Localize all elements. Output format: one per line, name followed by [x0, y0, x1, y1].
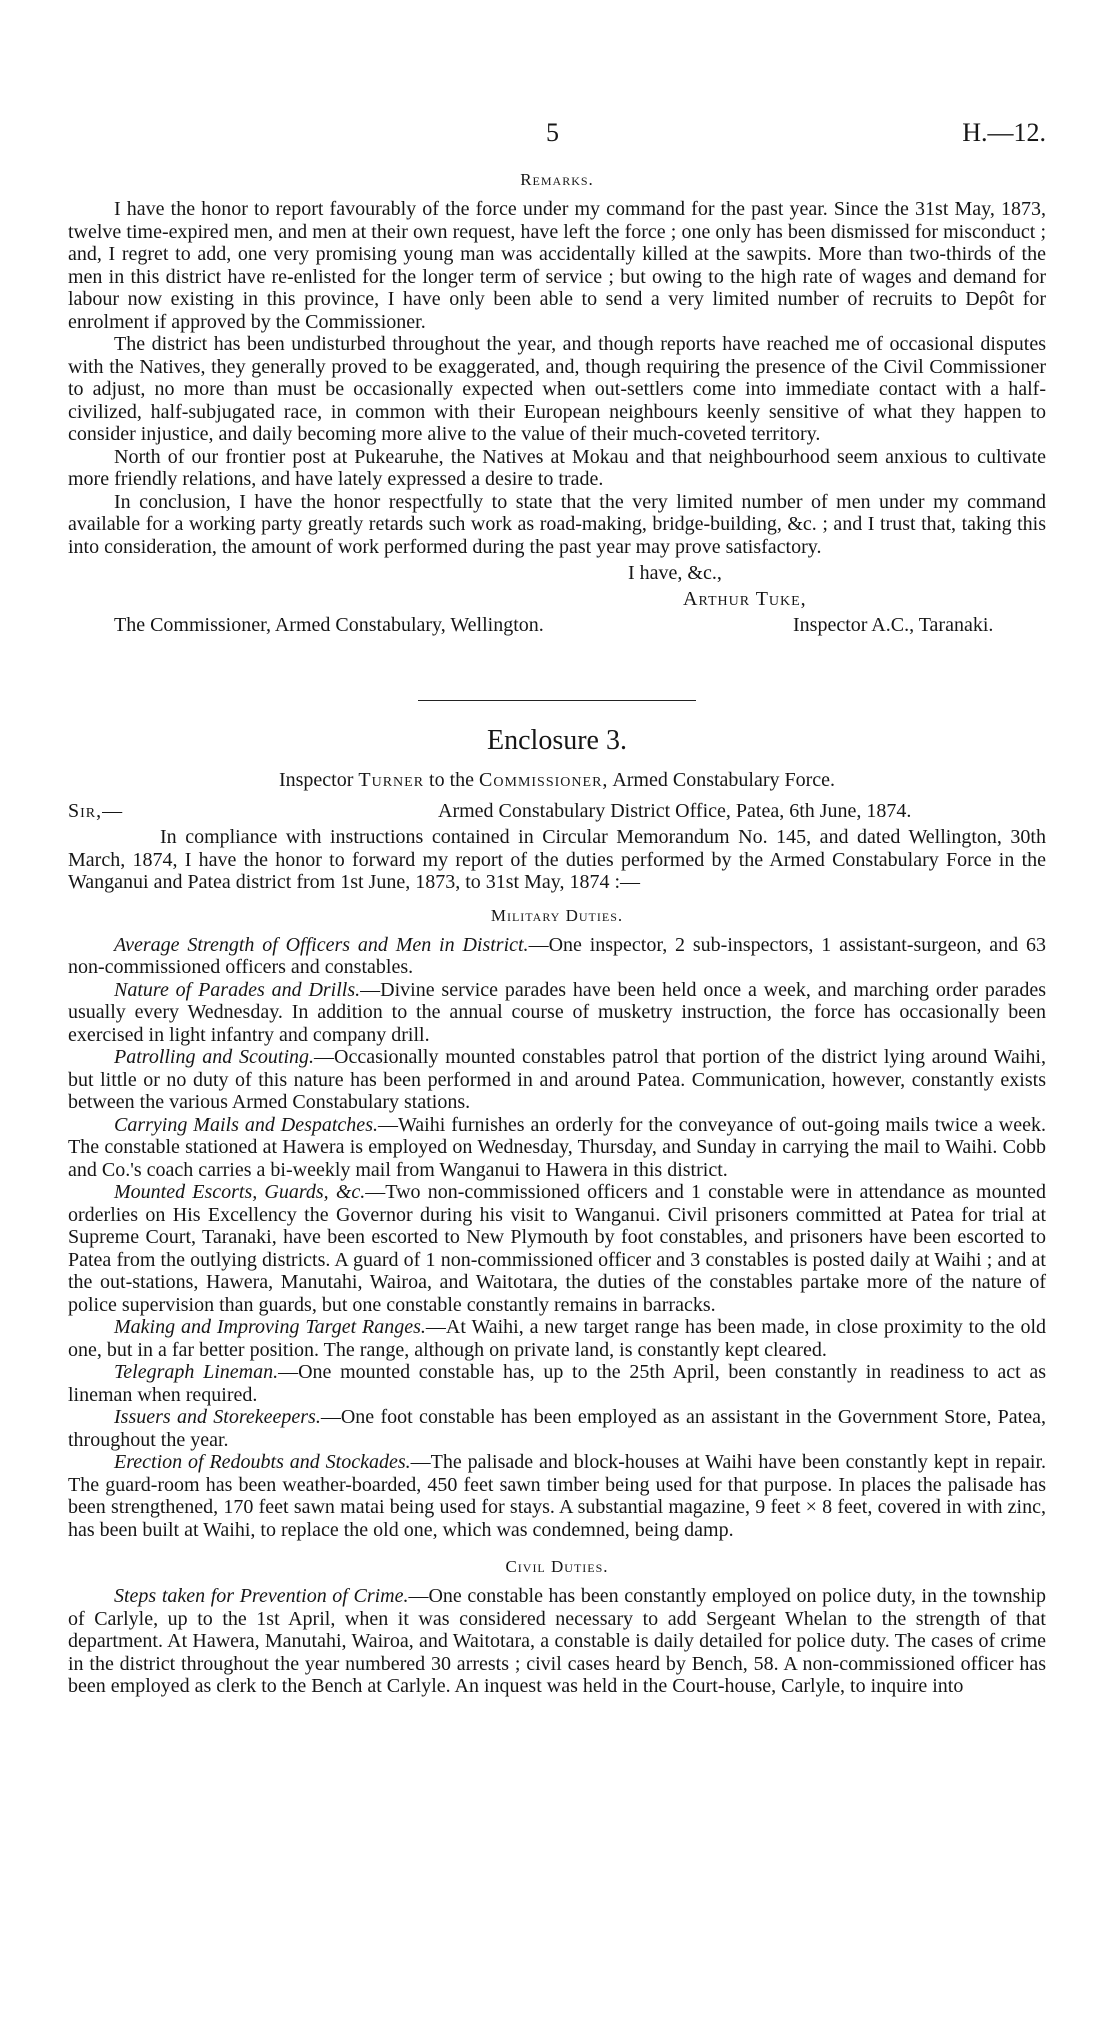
remarks-paragraph: The district has been undisturbed throughout the year, and though reports have reached me of occasional disputes with the Natives, they generally proved to be exaggerated, and, though requiring the presence of the Civil Commissioner to adjust, no more than must be occasionally expected when out-settlers come into immediate contact with a half-civilized, half-subjugated race, in common with their European neighbours keenly sensitive of what they happen to consider injustice, and daily becoming more alive to the value of their much-coveted territory. — [68, 333, 1046, 445]
document-reference: H.—12. — [962, 118, 1046, 147]
remarks-paragraph: North of our frontier post at Pukearuhe, the Natives at Mokau and that neighbourhood seem anxious to cultivate more friendly relations, and have lately expressed a desire to trade. — [68, 445, 1046, 490]
section-divider — [418, 700, 696, 701]
item-text: —At Waihi, a new target range has been made, in close proximity to the old one, but in a far better position. The range, although on private land, is constantly kept cleared. — [68, 1316, 1047, 1361]
item-text: —One mounted constable has, up to the 25th April, been constantly in readiness to act as lineman when required. — [68, 1361, 1046, 1406]
military-duties-heading: Military Duties. — [490, 905, 624, 925]
military-duty-item — [68, 1046, 1046, 1114]
subtitle-mid: to the — [429, 769, 475, 791]
item-title: Patrolling and Scouting. — [114, 1046, 315, 1068]
military-duty-item — [68, 979, 1046, 1047]
intro-paragraph: In compliance with instructions contained in Circular Memorandum No. 145, and dated Wellington, 30th March, 1874, I have the honor to forward my report of the duties performed by the Armed Constabulary Force in the Wanganui and Patea district from 1st June, 1873, to 31st May, 1874 :— — [68, 826, 1046, 893]
civil-duties-heading: Civil Duties. — [505, 1557, 609, 1576]
item-text: —Waihi furnishes an orderly for the conveyance of out-going mails twice a week. The constable stationed at Hawera is employed on Wednesday, Thursday, and Sunday in carrying the mail to Waihi. Cobb and Co.'s coach carries a bi-weekly mail from Wanganui to Hawera in this district. — [68, 1113, 1047, 1181]
item-text: —One constable has been constantly employed on police duty, in the township of Carlyle, up to the 1st April, when it was considered necessary to add Sergeant Whelan to the strength of that department. At Hawera, Manutahi, Wairoa, and Waitotara, a constable is daily detailed for police duty. The cases of crime in the district throughout the year numbered 30 arrests ; civil cases heard by Bench, 58. A non-commissioned officer has been employed as clerk to the Bench at Carlyle. An inquest was held in the Court-house, Carlyle, to inquire into — [68, 1585, 1046, 1697]
subtitle-pre: Inspector — [278, 769, 354, 791]
remarks-paragraph: In conclusion, I have the honor respectfully to state that the very limited number of men under my command available for a working party greatly retards such work as road-making, bridge-building, &c. ; and I trust that, taking this into consideration, the amount of work performed during the past year may prove satisfactory. — [68, 490, 1046, 558]
signature-block — [68, 562, 1046, 646]
military-duty-item — [68, 1114, 1046, 1182]
page-header — [68, 118, 1046, 158]
item-title: Average Strength of Officers and Men in District. — [114, 933, 529, 956]
subtitle-post: Armed Constabulary Force. — [612, 769, 836, 791]
item-title: Making and Improving Target Ranges. — [114, 1316, 426, 1338]
military-duty-item — [68, 1406, 1046, 1451]
subtitle-recipient: Commissioner, — [479, 769, 609, 791]
item-title: Nature of Parades and Drills. — [114, 978, 361, 1001]
enclosure-title: Enclosure 3. — [487, 725, 627, 756]
item-text: —Divine service parades have been held once a week, and marching order parades usually every Wednesday. In addition to the annual course of musketry instruction, the force has occasionally been exercised in light infantry and company drill. — [68, 978, 1046, 1046]
letter-subtitle — [68, 769, 1046, 792]
address-date: Armed Constabulary District Office, Patea, 6th June, 1874. — [438, 800, 912, 822]
page-number: 5 — [546, 118, 559, 147]
item-text: —The palisade and block-houses at Waihi have been constantly kept in repair. The guard-room has been weather-boarded, 450 feet sawn timber being used for that purpose. In places the palisade has been strengthened, 170 feet sawn matai being used for stays. A substantial magazine, 9 feet × 8 feet, covered in with zinc, has been built at Waihi, to replace the old one, which was condemned, being damp. — [68, 1451, 1046, 1541]
military-duty-item — [68, 934, 1046, 979]
closing-phrase: I have, &c., — [628, 562, 722, 584]
salutation: Sir,— — [68, 800, 124, 822]
signatory-title: Inspector A.C., Taranaki. — [793, 614, 994, 636]
addressee: The Commissioner, Armed Constabulary, Wellington. — [114, 614, 544, 636]
remarks-paragraph: I have the honor to report favourably of the force under my command for the past year. Since the 31st May, 1873, twelve time-expired men, and men at their own request, have left the force ; one only has been dismissed for misconduct ; and, I regret to add, one very promising young man was accidentally killed at the sawpits. More than two-thirds of the men in this district have re-enlisted for the longer term of service ; but owing to the high rate of wages and demand for labour now existing in this province, I have only been able to send a very limited number of recruits to Depôt for enrolment if approved by the Commissioner. — [68, 198, 1046, 333]
item-text: —Two non-commissioned officers and 1 constable were in attendance as mounted orderlies on His Excellency the Governor during his visit to Wanganui. Civil prisoners committed at Patea for trial at Supreme Court, Taranaki, have been escorted to New Plymouth by foot constables, and prisoners have been escorted to Patea from the outlying districts. A guard of 1 non-commissioned officer and 3 constables is posted daily at Waihi ; and at the out-stations, Hawera, Manutahi, Wairoa, and Waitotara, the duties of the constables partake more of the nature of police supervision than guards, but one constable constantly remains in barracks. — [68, 1181, 1047, 1316]
item-title: Carrying Mails and Despatches. — [114, 1113, 378, 1136]
signatory-name: Arthur Tuke, — [683, 588, 807, 610]
item-text: —Occasionally mounted constables patrol that portion of the district lying around Waihi, but little or no duty of this nature has been performed in and around Patea. Communication, however, constantly exists between the various Armed Constabulary stations. — [68, 1046, 1046, 1113]
military-duty-item — [68, 1181, 1046, 1316]
military-duty-item — [68, 1361, 1046, 1406]
salutation-line — [68, 800, 1046, 826]
item-text: —One foot constable has been employed as an assistant in the Government Store, Patea, throughout the year. — [68, 1406, 1046, 1451]
military-duty-item — [68, 1451, 1046, 1541]
item-title: Steps taken for Prevention of Crime. — [114, 1585, 409, 1607]
military-duty-item — [68, 1316, 1046, 1361]
item-title: Telegraph Lineman. — [114, 1361, 279, 1383]
item-text: —One inspector, 2 sub-inspectors, 1 assistant-surgeon, and 63 non-commissioned officers and constables. — [68, 933, 1046, 978]
item-title: Issuers and Storekeepers. — [114, 1406, 321, 1428]
remarks-heading: Remarks. — [520, 170, 594, 189]
item-title: Mounted Escorts, Guards, &c. — [114, 1181, 366, 1203]
subtitle-sender: Turner — [358, 769, 425, 791]
document-page — [68, 118, 1046, 1698]
item-title: Erection of Redoubts and Stockades. — [114, 1451, 411, 1473]
civil-duty-item — [68, 1585, 1046, 1698]
